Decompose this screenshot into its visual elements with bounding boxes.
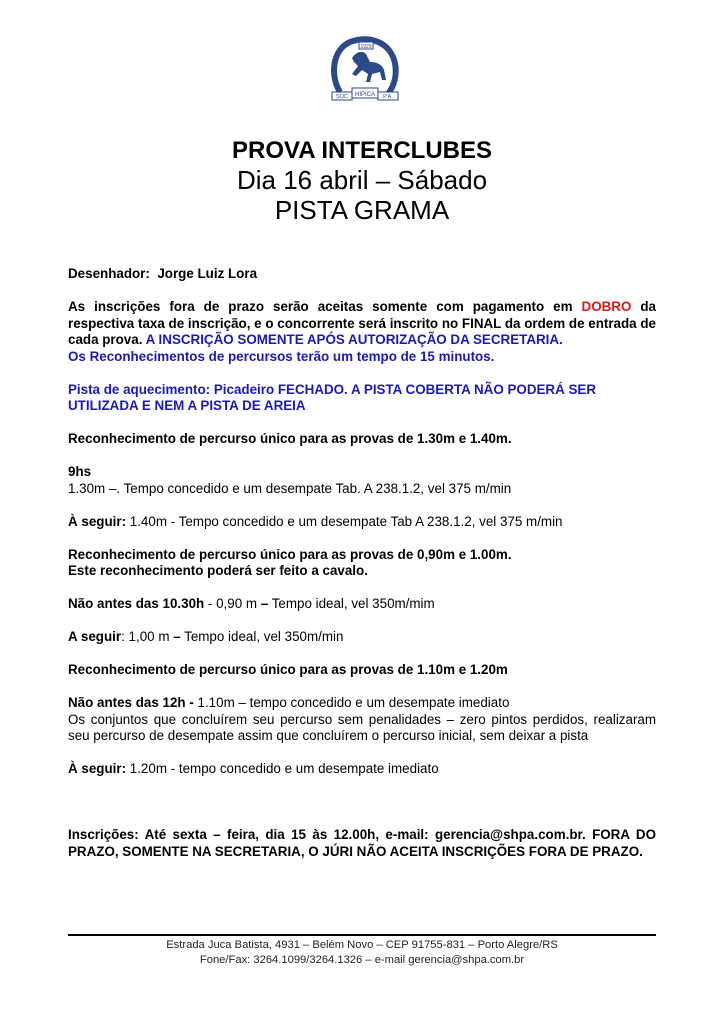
event-090m: Não antes das 10.30h - 0,90 m – Tempo ideal, vel 350m/mim [68,596,435,611]
designer-name: Jorge Luiz Lora [157,266,258,281]
event-140m: À seguir: 1.40m - Tempo concedido e um desempate Tab A 238.1.2, vel 375 m/min [68,513,563,529]
event-110m-note: Os conjuntos que concluírem seu percurso sem penalidades – zero pintos perdidos, realizaram seu percurso de desempate assim que concluírem o percurso inicial, sem deixar a pista [68,711,656,743]
event-110m: Não antes das 12h - 1.10m – tempo concedido e um desempate imediato [68,695,510,710]
horse-horseshoe-icon [326,36,404,106]
late-entries-paragraph: As inscrições fora de prazo serão aceitas somente com pagamento em DOBRO da respectiva taxa de inscrição, e o concorrente será inscrito no FINAL da ordem de entrada de cada prova. A INSCRIÇÃO SOMENTE APÓS AUTORIZAÇÃO DA SECRETARIA. [68,299,657,347]
authorization-notice: A INSCRIÇÃO SOMENTE APÓS AUTORIZAÇÃO DA SECRETARIA. [142,332,563,347]
footer-address: Estrada Juca Batista, 4931 – Belém Novo – CEP 91755-831 – Porto Alegre/RS [166,939,558,951]
document-title [0,136,724,226]
recognition-time-notice: Os Reconhecimentos de percursos terão um tempo de 15 minutos. [68,348,495,364]
svg-text:SOC: SOC [336,94,348,100]
title-event-name: PROVA INTERCLUBES [231,137,492,164]
time-9hs: 9hs [68,464,92,479]
block3-heading: Reconhecimento de percurso único para as provas de 1.10m e 1.20m [68,662,508,677]
block2-note: Este reconhecimento poderá ser feito a cavalo. [68,563,368,578]
title-track: PISTA GRAMA [274,195,450,225]
registration-notice: Inscrições: Até sexta – feira, dia 15 às 12.00h, e-mail: gerencia@shpa.com.br. FORA DO PRAZO, SOMENTE NA SECRETARIA, O JÚRI NÃO ACEITA INSCRIÇÕES FORA DE PRAZO. [68,827,656,859]
footer-contact: Fone/Fax: 3264.1099/3264.1326 – e-mail gerencia@shpa.com.br [199,953,525,966]
designer-line: Desenhador: Jorge Luiz Lora [68,266,258,281]
document-body [68,266,656,860]
event-100m: A seguir: 1,00 m – Tempo ideal, vel 350m/min [68,629,344,644]
footer-divider [68,934,656,936]
svg-text:HIPICA: HIPICA [354,92,376,98]
event-120m: À seguir: 1.20m - tempo concedido e um desempate imediato [68,761,439,776]
event-130m: 1.30m –. Tempo concedido e um desempate Tab. A 238.1.2, vel 375 m/min [68,480,512,496]
title-date: Dia 16 abril – Sábado [236,165,488,195]
svg-text:1929: 1929 [360,44,372,50]
block2-heading: Reconhecimento de percurso único para as provas de 0,90m e 1.00m. [68,546,512,562]
club-logo [326,36,404,106]
block1-heading: Reconhecimento de percurso único para as provas de 1.30m e 1.40m. [68,431,512,446]
double-fee-highlight: DOBRO [581,299,632,314]
footer [68,938,656,967]
warmup-notice: Pista de aquecimento: Picadeiro FECHADO. A PISTA COBERTA NÃO PODERÁ SER UTILIZADA E NEM A PISTA DE AREIA [68,381,597,413]
svg-text:P.A.: P.A. [383,94,393,100]
